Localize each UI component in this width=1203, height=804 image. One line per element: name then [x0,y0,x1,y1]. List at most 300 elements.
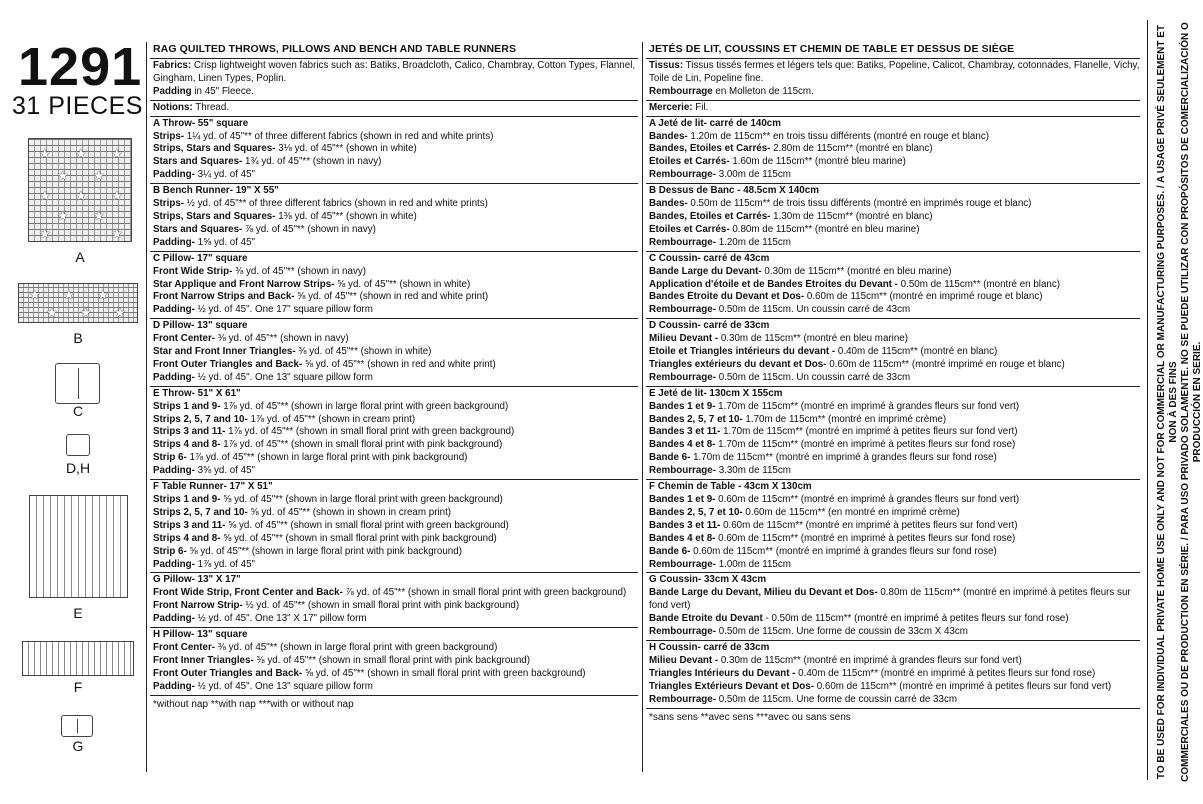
yardage-line [649,655,1140,668]
yardage-section [646,480,1140,573]
line-label: Notions: [153,101,193,113]
yardage-line [153,211,638,224]
line-label: Triangles Intérieurs du Devant - [649,667,796,679]
line-label: Étoile et Triangles intérieurs du devant - [649,346,836,358]
star-icon: ★ [111,146,123,161]
yardage-line [153,185,638,198]
yardage-line [649,224,1140,237]
yardage-line [153,291,638,304]
yardage-line [649,279,1140,292]
line-label: Front Outer Triangles and Back- [153,667,303,679]
line-text: 1⅞ yd. of 45"** (shown in cream print) [247,413,416,425]
yardage-line [649,494,1140,507]
line-label: Bandes- [649,198,688,210]
line-text: 1.70m de 115cm** (montré en imprimé à petites fleurs sur fond rose) [715,439,1016,451]
line-label: Bandes 4 et 8- [649,439,716,451]
star-icon: ★ [29,287,41,302]
line-text: ⅝ yd. of 45"** (shown in small floral print with green background) [225,519,509,531]
line-label: Bande Étroite du Devant [649,613,763,625]
yardage-section [150,117,638,185]
line-label: Rembourrage- [649,626,716,638]
yardage-line [649,253,1140,266]
yardage-line [649,626,1140,639]
yardage-line [153,73,638,86]
line-text: 1⅞ yd. of 45"** (shown in large floral print with green background) [220,400,509,412]
yardage-line [153,346,638,359]
yardage-line [153,131,638,144]
star-icon: ★ [111,188,123,203]
line-label: Mercerie: [649,101,693,113]
view-f-label: F [73,679,83,695]
yardage-line [649,320,1140,333]
yardage-line [649,211,1140,224]
line-text: 0.50m de 115cm. Une forme de coussin de 33cm X 43cm [715,626,968,638]
english-yardage-column [150,42,638,711]
line-text: Gingham, Linen Types, Poplin. [153,72,287,84]
line-label: Strips 3 and 11- [153,519,226,531]
yardage-line [649,465,1140,478]
line-text: 1¼ yd. of 45"** of three different fabrics (shown in red and white prints) [184,130,494,142]
yardage-line [649,694,1140,707]
line-label: Padding- [153,304,195,316]
pattern-number: 1291 [18,37,143,97]
yardage-line [649,452,1140,465]
line-label: Rembourrage- [649,465,716,477]
yardage-line [649,102,1140,115]
yardage-line [153,629,638,642]
line-label: Padding- [153,613,195,625]
line-label: Triangles extérieurs du devant et Dos- [649,358,827,370]
yardage-line [649,600,1140,613]
yardage-line [649,156,1140,169]
line-label: G Coussin- 33cm X 43cm [649,574,767,586]
view-e-label: E [73,605,83,621]
yardage-line [153,320,638,333]
line-text: ⅜ yd. of 45"** (shown in small floral print with pink background) [253,654,530,666]
line-label: Front Wide Strip, Front Center and Back- [153,587,343,599]
yardage-line [153,520,638,533]
line-label: F Chemin de Table - 43cm X 130cm [649,481,812,493]
column-divider [146,42,147,772]
line-label: Milieu Devant - [649,654,719,666]
yardage-line [153,224,638,237]
line-text: 1.70m de 115cm** (montré en imprimé à petites fleurs sur fond vert) [720,426,1018,438]
yardage-line [153,507,638,520]
line-label: Bandes 3 et 11- [649,426,721,438]
line-text: ½ yd. of 45". One 13" square pillow form [194,680,373,692]
line-text: 0.40m de 115cm** (montré en imprimé à petites fleurs sur fond rose) [795,667,1096,679]
yardage-line [153,60,638,73]
yardage-line [649,388,1140,401]
line-label: C Coussin- carré de 43cm [649,252,770,264]
yardage-section [150,628,638,696]
line-text: 1.00m de 115cm [715,558,791,570]
yardage-line [153,333,638,346]
line-text: 1¾ yd. of 45"** (shown in navy) [242,156,382,168]
line-label: Rembourrage- [649,558,716,570]
yardage-line [649,642,1140,655]
line-label: Front Center- [153,333,216,345]
line-text: 1.70m de 115cm** (montré en imprimé à grandes fleurs sur fond rose) [690,452,997,464]
line-label: Strip 6- [153,545,187,557]
yardage-line [649,346,1140,359]
yardage-line [153,681,638,694]
star-icon: ★ [97,287,109,302]
yardage-section [150,387,638,480]
yardage-line [153,266,638,279]
line-label: Bandes 1 et 9- [649,494,716,505]
yardage-line [153,359,638,372]
line-text: 0.50m de 115cm** (montré en blanc) [897,278,1061,290]
line-label: Padding- [153,558,195,570]
yardage-line [153,401,638,414]
yardage-line [153,156,638,169]
line-text: 0.60m de 115cm** (en montré en imprimé crème) [742,506,960,518]
yardage-section [150,319,638,387]
line-text: 0.60m de 115cm** (montré en imprimé rouge et blanc) [804,291,1043,303]
line-text: ⅝ yd. of 45"** (shown in large floral print with green background) [220,494,503,505]
yardage-line [649,439,1140,452]
line-text: ½ yd. of 45". One 13" square pillow form [194,371,373,383]
line-text: in 45" Fleece. [191,85,254,97]
line-text: 0.60m de 115cm** (montré imprimé en rouge et blanc) [826,358,1065,370]
line-text: ⅝ yd. of 45"** (shown in small floral print with green background) [302,667,586,679]
line-text: 0.60m de 115cm** (montré en imprimé à petites fleurs sur fond rose) [715,532,1016,544]
star-icon: ★ [114,305,126,320]
line-text: 0.50m de 115cm** de trois tissu différents (montré en imprimés rouge et blanc) [687,198,1032,210]
yardage-section [646,387,1140,480]
disclaimer-line: COMMERCIALES OU DE PRODUCTION EN SÉRIE. / PARA USO PRIVADO SOLAMENTE. NO SE PUEDE UTILIZAR CON PROPÓSITOS DE COMERCIALIZACIÓN O PRODUCCIÓN EN SERIE. [1180,22,1203,782]
english-title: RAG QUILTED THROWS, PILLOWS AND BENCH AND TABLE RUNNERS [150,42,638,59]
line-text: fond vert) [649,600,691,612]
line-label: Étoiles et Carrés- [649,223,730,235]
yardage-line [153,481,638,494]
line-label: D Pillow- 13" square [153,320,248,332]
view-b-thumbnail [18,283,138,323]
yardage-line [153,86,638,99]
yardage-section [646,59,1140,101]
line-label: Star and Front Inner Triangles- [153,346,296,358]
yardage-section [150,59,638,101]
yardage-line [153,414,638,427]
star-icon: ★ [80,305,92,320]
yardage-line [649,118,1140,131]
line-text: 1⅞ yd. of 45" [194,558,256,570]
line-label: G Pillow- 13" X 17" [153,574,241,586]
line-label: Strips 2, 5, 7 and 10- [153,506,248,518]
yardage-line [649,60,1140,73]
line-label: Fabrics: [153,60,192,71]
line-label: C Pillow- 17" square [153,252,248,264]
line-label: Front Inner Triangles- [153,654,254,666]
line-text: 1.70m de 115cm** (montré en imprimé crème) [742,413,947,425]
french-sections [646,59,1140,709]
line-label: Strips 2, 5, 7 and 10- [153,413,248,425]
line-label: A Jeté de lit- carré de 140cm [649,117,781,129]
yardage-line [153,642,638,655]
line-text: 0.60m de 115cm** (montré en imprimé à petites fleurs sur fond vert) [813,680,1112,692]
line-text: Toile de Lin, Popeline fine. [649,72,764,84]
line-label: Padding- [153,465,195,477]
line-label: Bandes 2, 5, 7 et 10- [649,506,743,518]
pieces-count: 31 PIECES [12,92,143,120]
line-label: Milieu Devant - [649,333,719,345]
line-label: E Jeté de lit- 130cm X 155cm [649,387,783,399]
view-g-label: G [72,738,84,754]
yardage-line [649,481,1140,494]
yardage-section [646,573,1140,641]
star-icon: ★ [93,208,105,223]
yardage-line [153,237,638,250]
line-text: 1.30m de 115cm** (montré en blanc) [770,210,933,222]
line-label: Strips- [153,198,185,210]
line-text: ⅝ yd. of 45"** (shown in large floral print with pink background) [186,545,462,557]
star-icon: ★ [111,226,123,241]
yardage-line [649,131,1140,144]
line-text: 0.50m de 115cm. Un coussin carré de 43cm [715,304,911,316]
yardage-line [649,266,1140,279]
view-a-thumbnail [28,138,132,242]
star-icon: ★ [57,168,69,183]
yardage-line [649,304,1140,317]
yardage-line [649,426,1140,439]
line-label: Rembourrage- [649,371,716,383]
line-text: ½ yd. of 45"** of three different fabrics (shown in red and white prints) [184,198,488,210]
view-c-label: C [72,403,84,419]
line-text: ⅜ yd. of 45"** (shown in navy) [215,333,349,345]
yardage-line [649,574,1140,587]
yardage-line [153,533,638,546]
line-label: Padding- [153,371,195,383]
yardage-section [150,252,638,320]
disclaimer-line: TO BE USED FOR INDIVIDUAL PRIVATE HOME USE ONLY AND NOT FOR COMMERCIAL OR MANUFACTURING PURPOSES. / A USAGE PRIVÉ SEULEMENT ET NON À DES FINS [1156,24,1179,780]
line-label: Bandes Étroite du Devant et Dos- [649,291,805,303]
line-label: Strips- [153,130,185,142]
line-text: 1⅞ yd. of 45"** (shown in small floral print with pink background) [220,439,503,451]
line-label: Strip 6- [153,452,187,464]
line-text: 0.50m de 115cm. Une forme de coussin carré de 33cm [715,693,958,705]
line-text: 1⅞ yd. of 45"** (shown in large floral print with pink background) [186,452,468,464]
yardage-line [153,253,638,266]
yardage-line [153,574,638,587]
line-label: Bandes, Étoiles et Carrés- [649,143,771,155]
line-text: 1.20m de 115cm** en trois tissu différents (montré en rouge et blanc) [687,130,989,142]
line-label: Front Narrow Strips and Back- [153,291,295,303]
line-label: Bande Large du Devant- [649,265,762,277]
star-icon: ★ [63,287,75,302]
yardage-section [150,184,638,252]
yardage-line [649,143,1140,156]
yardage-section [150,101,638,117]
line-label: Front Narrow Strip- [153,600,243,612]
view-e-thumbnail [29,495,128,598]
star-icon: ★ [46,305,58,320]
yardage-line [153,143,638,156]
view-dh-thumbnail [66,434,90,456]
star-icon: ★ [75,146,87,161]
yardage-line [153,372,638,385]
yardage-line [649,507,1140,520]
line-label: Tissus: [649,60,684,71]
yardage-line [649,681,1140,694]
line-label: H Coussin- carré de 33cm [649,641,770,653]
yardage-line [153,587,638,600]
disclaimer-divider [1147,20,1148,780]
yardage-line [649,291,1140,304]
yardage-line [649,169,1140,182]
line-text: 3⅝ yd. of 45" [194,465,256,477]
line-label: Strips 1 and 9- [153,494,221,505]
french-footnote: *sans sens **avec sens ***avec ou sans sens [649,711,851,723]
yardage-line [649,533,1140,546]
view-dh-label: D,H [65,460,91,476]
line-text: - 0.50m de 115cm** (montré en imprimé à petites fleurs sur fond rose) [762,613,1069,625]
line-label: Padding- [153,680,195,692]
yardage-line [153,304,638,317]
line-text: 3.30m de 115cm [715,465,791,477]
line-label: B Bench Runner- 19" X 55" [153,185,279,197]
yardage-section [646,117,1140,185]
line-label: Strips 4 and 8- [153,532,221,544]
yardage-line [153,169,638,182]
line-text: Thread. [192,101,230,113]
line-text: 0.80m de 115cm** (montré en bleu marine) [729,223,920,235]
yardage-section [646,641,1140,709]
line-text: 0.60m de 115cm** (montré en imprimé à petites fleurs sur fond vert) [720,519,1018,531]
english-footnote: *without nap **with nap ***with or without nap [153,698,354,710]
yardage-line [153,426,638,439]
yardage-line [153,494,638,507]
yardage-line [649,359,1140,372]
line-label: B Dessus de Banc - 48.5cm X 140cm [649,185,819,197]
yardage-section [646,252,1140,320]
star-icon: ★ [93,168,105,183]
yardage-section [150,573,638,628]
yardage-line [649,520,1140,533]
line-text: Tissus tissés fermes et légers tels que: Batiks, Popeline, Calicot, Chambray, cotonnades, Flanelle, Vichy, [683,60,1140,71]
line-text: Fil. [692,101,709,113]
star-icon: ★ [75,188,87,203]
line-label: F Table Runner- 17" X 51" [153,481,273,493]
star-icon: ★ [57,208,69,223]
line-text: en Molleton de 115cm. [712,85,814,97]
line-text: 3¼ yd. of 45" [194,169,256,181]
yardage-line [153,439,638,452]
yardage-line [649,86,1140,99]
line-label: Padding [153,85,192,97]
yardage-line [649,401,1140,414]
line-text: Crisp lightweight woven fabrics such as: Batiks, Broadcloth, Calico, Chambray, Cotton Types, Flannel, [191,60,636,71]
yardage-line [153,452,638,465]
line-label: Rembourrage [649,85,713,97]
line-text: ⅞ yd. of 45"** (shown in small floral print with green background) [342,587,627,599]
yardage-line [649,198,1140,211]
line-label: Front Outer Triangles and Back- [153,358,303,370]
yardage-line [649,587,1140,600]
yardage-line [649,237,1140,250]
usage-disclaimer [1156,22,1203,782]
line-label: Bandes 1 et 9- [649,400,716,412]
line-text: 0.30m de 115cm** (montré en bleu marine) [718,333,909,345]
line-text: 1.20m de 115cm [715,236,791,248]
yardage-line [153,465,638,478]
yardage-section [646,184,1140,252]
line-text: 0.50m de 115cm. Un coussin carré de 33cm [715,371,911,383]
line-label: Bandes 3 et 11- [649,519,721,531]
line-label: Padding- [153,236,195,248]
yardage-line [649,185,1140,198]
column-divider [642,42,643,772]
line-text: 0.60m de 115cm** (montré en imprimé à grandes fleurs sur fond rose) [690,545,997,557]
line-text: ½ yd. of 45". One 13" X 17" pillow form [194,613,367,625]
line-text: 1⅜ yd. of 45"** (shown in white) [275,210,417,222]
view-a-label: A [75,249,85,265]
line-label: Rembourrage- [649,304,716,316]
yardage-line [153,668,638,681]
line-text: ⅝ yd. of 45"** (shown in shown in cream print) [247,506,452,518]
yardage-line [153,279,638,292]
yardage-section [646,319,1140,387]
yardage-line [153,600,638,613]
line-label: Stars and Squares- [153,156,243,168]
yardage-line [153,559,638,572]
yardage-line [153,546,638,559]
line-label: Strips, Stars and Squares- [153,210,276,222]
line-label: D Coussin- carré de 33cm [649,320,770,332]
yardage-line [649,559,1140,572]
english-sections [150,59,638,696]
line-label: H Pillow- 13" square [153,629,248,641]
star-icon: ★ [39,188,51,203]
yardage-line [649,414,1140,427]
line-label: Bande 6- [649,545,691,557]
line-text: 1⅝ yd. of 45" [194,236,256,248]
yardage-line [649,613,1140,626]
yardage-line [649,372,1140,385]
yardage-line [649,546,1140,559]
line-text: 1.60m de 115cm** (montré bleu marine) [729,156,906,168]
line-text: 0.30m de 115cm** (montré en imprimé à grandes fleurs sur fond vert) [718,654,1022,666]
line-label: Triangles Extérieurs Devant et Dos- [649,680,814,692]
view-g-thumbnail [61,715,93,737]
line-label: Bandes, Étoiles et Carrés- [649,210,771,222]
line-text: ⅝ yd. of 45"** (shown in red and white print) [294,291,489,303]
line-label: Strips 4 and 8- [153,439,221,451]
yardage-line [649,668,1140,681]
line-text: ⅜ yd. of 45"** (shown in large floral print with green background) [215,641,498,653]
line-label: Bandes 2, 5, 7 et 10- [649,413,743,425]
line-label: Front Wide Strip- [153,265,233,277]
line-text: ½ yd. of 45"** (shown in small floral print with pink background) [242,600,520,612]
line-text: 0.80m de 115cm** (montré en imprimé à petites fleurs sur [877,587,1131,599]
yardage-line [153,102,638,115]
yardage-line [153,388,638,401]
star-icon: ★ [39,226,51,241]
line-label: Rembourrage- [649,693,716,705]
line-label: Strips 1 and 9- [153,400,221,412]
line-label: Bandes 4 et 8- [649,532,716,544]
line-label: Padding- [153,169,195,181]
line-label: Stars and Squares- [153,223,243,235]
line-text: 2.80m de 115cm** (montré en blanc) [770,143,933,155]
line-label: Strips 3 and 11- [153,426,226,438]
line-text: 1.70m de 115cm** (montré en imprimé à grandes fleurs sur fond vert) [715,400,1020,412]
line-label: E Throw- 51" X 61" [153,387,241,399]
yardage-line [153,118,638,131]
line-label: Rembourrage- [649,236,716,248]
line-text: ⅝ yd. of 45"** (shown in white) [334,278,471,290]
line-label: Strips, Stars and Squares- [153,143,276,155]
